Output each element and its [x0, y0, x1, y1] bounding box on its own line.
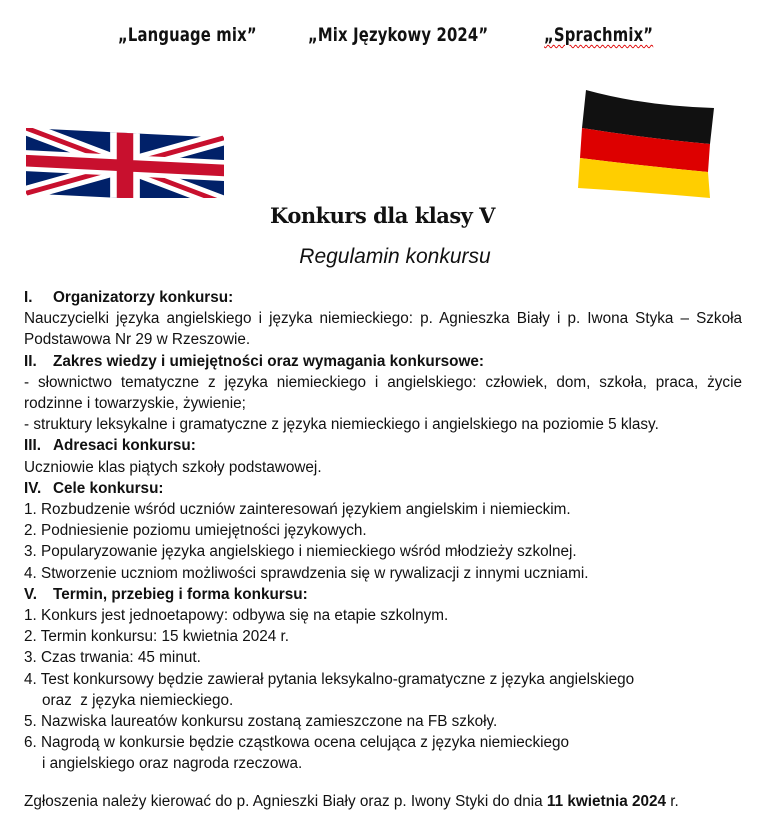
list-item: 3. Czas trwania: 45 minut.: [24, 649, 201, 667]
list-item: 1. Konkurs jest jednoetapowy: odbywa się na etapie szkolnym.: [24, 607, 449, 625]
contest-title: Konkurs dla klasy V: [270, 203, 495, 228]
list-item: 5. Nazwiska laureatów konkursu zostaną zamieszczone na FB szkoły.: [24, 713, 498, 731]
section-number: III.: [24, 437, 41, 455]
title-polish: „Mix Językowy 2024”: [308, 24, 489, 46]
section-text: - struktury leksykalne i gramatyczne z języka niemieckiego i angielskiego na poziomie 5 klasy.: [24, 416, 659, 434]
section-title: Termin, przebieg i forma konkursu:: [53, 585, 308, 603]
uk-flag-icon: [26, 128, 224, 198]
section-heading: [24, 435, 742, 456]
registration-deadline: 11 kwietnia 2024: [546, 793, 666, 810]
section-heading: [24, 478, 742, 499]
section-title: Cele konkursu:: [53, 479, 164, 497]
list-item: 1. Rozbudzenie wśród uczniów zainteresowań językiem angielskim i niemieckim.: [24, 501, 571, 519]
germany-flag-icon: [574, 86, 722, 200]
section-title: Organizatorzy konkursu:: [53, 289, 234, 306]
section-title: Zakres wiedzy i umiejętności oraz wymagania konkursowe:: [53, 352, 485, 370]
section-number: IV.: [24, 479, 42, 497]
section-heading: [24, 584, 742, 605]
section-number: II.: [24, 352, 37, 370]
section-number: I.: [24, 289, 33, 306]
section-title: Adresaci konkursu:: [53, 437, 196, 455]
list-item: 4. Test konkursowy będzie zawierał pytania leksykalno-gramatyczne z języka angielskiego: [24, 670, 635, 688]
list-item-continuation: i angielskiego oraz nagroda rzeczowa.: [42, 755, 303, 773]
rules-content: [24, 287, 742, 775]
section-text: Uczniowie klas piątych szkoły podstawowej.: [24, 458, 322, 476]
list-item: 6. Nagrodą w konkursie będzie cząstkowa ocena celująca z języka niemieckiego: [24, 734, 570, 752]
section-heading: [24, 287, 742, 308]
list-item: 4. Stworzenie uczniom możliwości sprawdzenia się w rywalizacji z innymi uczniami.: [24, 564, 589, 582]
registration-note: [24, 793, 679, 811]
list-item: 2. Termin konkursu: 15 kwietnia 2024 r.: [24, 628, 290, 646]
section-heading: [24, 351, 742, 372]
section-text: - słownictwo tematyczne z języka niemieckiego i angielskiego: człowiek, dom, szkoła, praca, życie rodzinne i towarzyskie, żywienie;: [24, 373, 742, 413]
registration-suffix: r.: [665, 793, 679, 810]
registration-text: Zgłoszenia należy kierować do p. Agnieszki Biały oraz p. Iwony Styki do dnia: [24, 793, 547, 810]
list-item-continuation: oraz z języka niemieckiego.: [42, 691, 234, 709]
contest-subtitle: Regulamin konkursu: [299, 245, 491, 268]
title-english: „Language mix”: [118, 24, 257, 46]
title-german: „Sprachmix”: [544, 24, 654, 46]
list-item: 3. Popularyzowanie języka angielskiego i niemieckiego wśród młodzieży szkolnej.: [24, 543, 577, 561]
section-text: Nauczycielki języka angielskiego i języka niemieckiego: p. Agnieszka Biały i p. Iwona Styka – Szkoła Podstawowa Nr 29 w Rzeszowie.: [24, 310, 742, 349]
list-item: 2. Podniesienie poziomu umiejętności językowych.: [24, 522, 367, 540]
section-number: V.: [24, 585, 38, 603]
